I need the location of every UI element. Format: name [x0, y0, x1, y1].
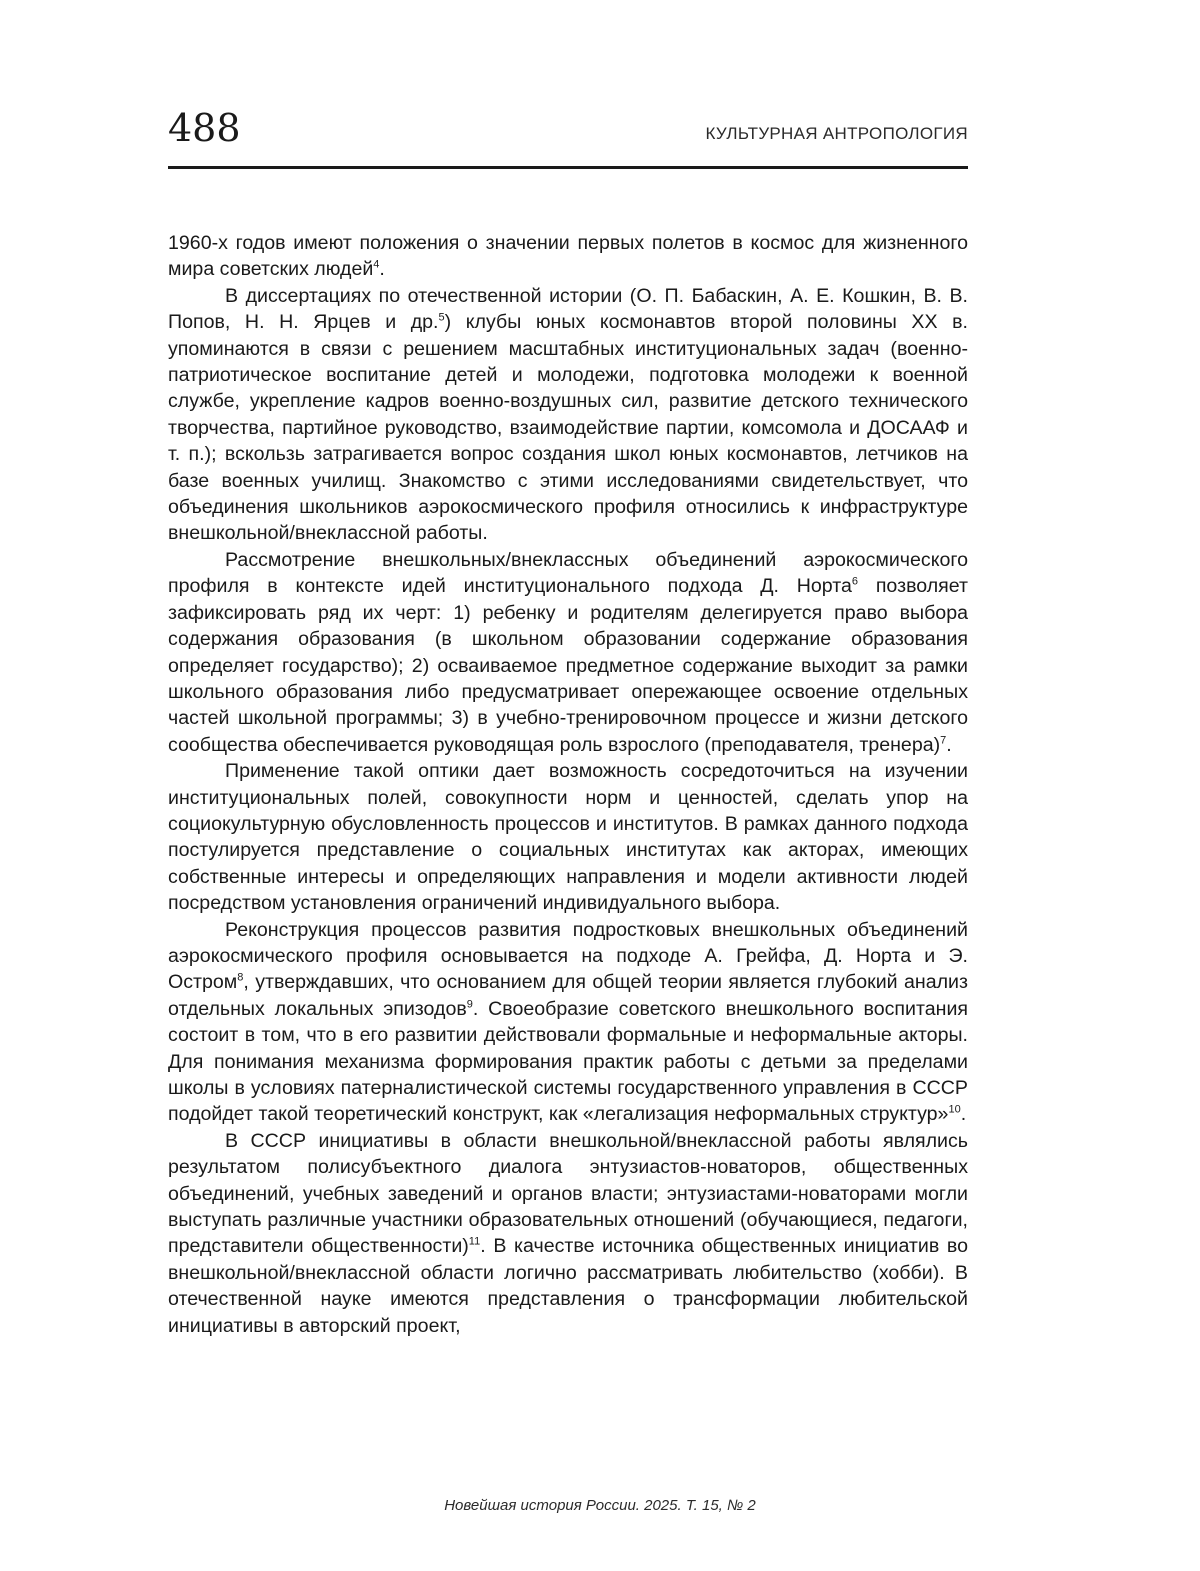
footnote-ref: 7: [940, 734, 947, 747]
text-run: позволяет зафиксировать ряд их черт: 1) ребенку и родителям делегируется право выбора содержания образования (в школьном образовании содержание образования определяет государство); 2) осваиваемое предметное содержание выходит за рамки школьного образования либо предусматривает опережающее освоение отдельных частей школьной программы; 3) в учебно-тренировочном процессе и жизни детского сообщества обеспечивается руководящая роль взрослого (преподавателя, тренера): [168, 575, 969, 756]
text-run: ) клубы юных космонавтов второй половины XX в. упоминаются в связи с решением масштабных институциональных задач (военно-патриотическое воспитание детей и молодежи, подготовка молодежи к военной службе, укрепление кадров военно-воздушных сил, развитие детского технического творчества, партийное руководство, взаимодействие партии, комсомола и ДОСААФ и т. п.); вскользь затрагивается вопрос создания школ юных космонавтов, летчиков на базе военных училищ. Знакомство с этими исследованиями свидетельствует, что объединения школьников аэрокосмического профиля относились к инфраструктуре внешкольной/внеклассной работы.: [168, 311, 968, 545]
header-rule: [168, 166, 968, 169]
text-run: .: [946, 733, 952, 756]
footnote-ref: 10: [948, 1103, 961, 1116]
text-run: Рассмотрение внешкольных/внеклассных объединений аэрокосмического профиля в контексте идей институционального подхода Д. Норта: [168, 548, 968, 598]
text-run: 1960-х годов имеют положения о значении первых полетов в космос для жизненного мира советских людей: [168, 232, 968, 281]
paragraph: [168, 758, 968, 916]
running-header: [168, 104, 968, 170]
footnote-ref: 5: [438, 311, 445, 324]
footnote-ref: 4: [373, 258, 380, 271]
footer-journal-citation: Новейшая история России. 2025. Т. 15, № 2: [444, 1497, 756, 1514]
text-run: .: [960, 1103, 967, 1126]
text-run: . В качестве источника общественных инициатив во внешкольной/внеклассной области логично рассматривать любительство (хобби). В отечественной науке имеются представления о трансформации любительской инициативы в авторский проект,: [168, 1235, 968, 1337]
paragraph: [168, 917, 968, 1128]
text-run: Реконструкция процессов развития подростковых внешкольных объединений аэрокосмического профиля основывается на подходе А. Грейфа, Д. Норта и Э. Остром: [168, 918, 968, 994]
text-run: В диссертациях по отечественной истории (О. П. Бабаскин, А. Е. Кошкин, В. В. Попов, Н. Н. Ярцев и др.: [168, 284, 968, 334]
paragraph: [168, 230, 968, 283]
footnote-ref: 8: [237, 971, 244, 984]
footnote-ref: 6: [851, 575, 859, 588]
page-number: 488: [168, 106, 241, 150]
body-text: [168, 230, 968, 1339]
paragraph: [168, 1128, 968, 1339]
section-title: КУЛЬТУРНАЯ АНТРОПОЛОГИЯ: [705, 124, 968, 143]
text-run: . Своеобразие советского внешкольного воспитания состоит в том, что в его развитии действовали формальные и неформальные акторы. Для понимания механизма формирования практик работы с детьми за пределами школы в условиях патерналистической системы государственного управления в СССР подойдет такой теоретический конструкт, как «легализация неформальных структур»: [168, 997, 968, 1126]
text-run: , утверждавших, что основанием для общей теории является глубокий анализ отдельных локальных эпизодов: [168, 971, 968, 1020]
paragraph: [168, 283, 968, 547]
paragraph: [168, 547, 968, 758]
text-run: В СССР инициативы в области внешкольной/внеклассной работы являлись результатом полисубъектного диалога энтузиастов-новаторов, общественных объединений, учебных заведений и органов власти; энтузиастами-новаторами могли выступать различные участники образовательных отношений (обучающиеся, педагоги, представители общественности): [168, 1129, 968, 1258]
text-run: .: [379, 258, 385, 281]
footnote-ref: 11: [468, 1235, 481, 1248]
footnote-ref: 9: [466, 998, 473, 1011]
text-run: Применение такой оптики дает возможность сосредоточиться на изучении институциональных полей, совокупности норм и ценностей, сделать упор на социокультурную обусловленность процессов и институтов. В рамках данного подхода постулируется представление о социальных институтах как акторах, имеющих собственные интересы и определяющих направления и модели активности людей посредством установления ограничений индивидуального выбора.: [168, 760, 968, 915]
